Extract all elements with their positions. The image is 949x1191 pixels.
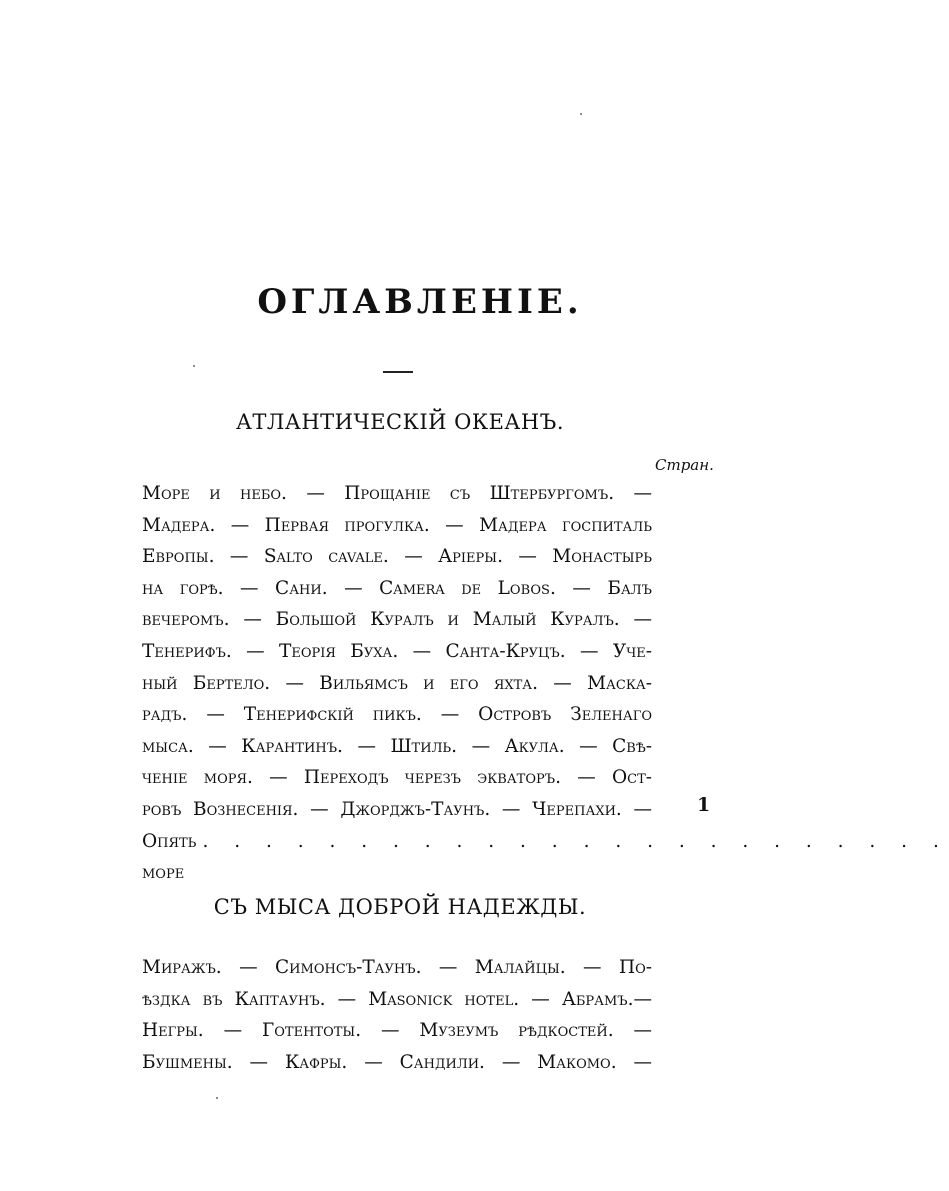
- toc-line: Европы. — Salto cavale. — Аріеры. — Монастырь: [142, 546, 652, 568]
- toc-line: ный Бертело. — Вильямсъ и его яхта. — Маска-: [142, 672, 652, 694]
- section-title-atlantic: АТЛАНТИЧЕСКІЙ ОКЕАНЪ.: [235, 410, 564, 434]
- page-column-label: Стран.: [655, 456, 714, 474]
- page-title: ОГЛАВЛЕНІЕ.: [257, 282, 583, 322]
- toc-line: мыса. — Карантинъ. — Штиль. — Акула. — Свѣ-: [142, 735, 652, 757]
- toc-line: радъ. — Тенерифскій пикъ. — Островъ Зеленаго: [142, 704, 652, 726]
- toc-entry-atlantic: [142, 478, 949, 889]
- dot-leader: . . . . . . . . . . . . . . . . . . . . . . . .: [202, 830, 949, 852]
- toc-line: Бушмены. — Кафры. — Сандили. — Макомо. —: [142, 1051, 652, 1073]
- page-number: 1: [697, 794, 711, 816]
- toc-last-line-text: Опять море: [142, 830, 197, 884]
- toc-line: Море и небо. — Прощаніе съ Штербургомъ. —: [142, 483, 652, 504]
- toc-line: ченіе моря. — Переходъ черезъ экваторъ. — Ост-: [142, 767, 652, 789]
- title-divider: [383, 371, 413, 373]
- toc-line: Мадера. — Первая прогулка. — Мадера госпиталь: [142, 514, 652, 536]
- toc-line: на горѣ. — Сани. — Camera de Lobos. — Балъ: [142, 577, 652, 599]
- toc-line: Тенерифъ. — Теорія Буха. — Санта-Круцъ. — Уче-: [142, 640, 652, 662]
- toc-line: Негры. — Готентоты. — Музеумъ рѣдкостей. —: [142, 1020, 652, 1042]
- toc-line: вечеромъ. — Большой Куралъ и Малый Куралъ. —: [142, 609, 652, 631]
- section-title-cape: СЪ МЫСА ДОБРОЙ НАДЕЖДЫ.: [213, 895, 587, 919]
- toc-line: ровъ Вознесенія. — Джорджъ-Таунъ. — Черепахи. —: [142, 798, 652, 820]
- toc-entry-cape: [142, 952, 652, 1078]
- toc-last-line: [142, 826, 949, 889]
- toc-line: ѣздка въ Каптаунъ. — Masonick hotel. — Абрамъ.—: [142, 988, 652, 1010]
- paper-speck: [193, 365, 195, 367]
- paper-speck: [216, 1097, 218, 1099]
- toc-line: Миражъ. — Симонсъ-Таунъ. — Малайцы. — По-: [142, 957, 652, 978]
- paper-speck: [580, 113, 582, 115]
